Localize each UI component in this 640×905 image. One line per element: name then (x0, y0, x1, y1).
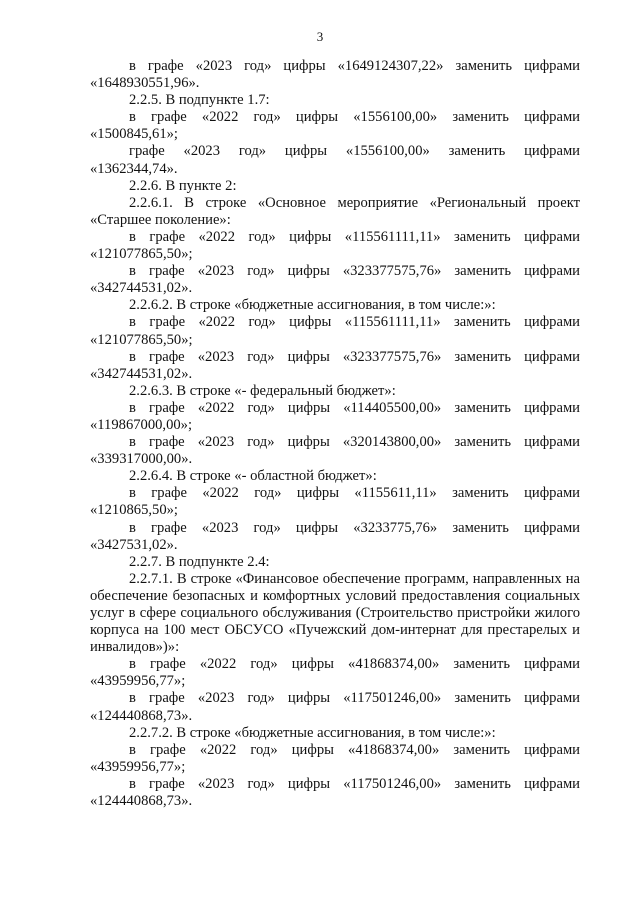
paragraph: в графе «2023 год» цифры «117501246,00» заменить цифрами «124440868,73». (90, 690, 580, 724)
subsection-heading: 2.2.6.2. В строке «бюджетные ассигнования, в том числе:»: (129, 297, 496, 314)
paragraph: в графе «2023 год» цифры «323377575,76» заменить цифрами «342744531,02». (90, 263, 580, 297)
paragraph: в графе «2023 год» цифры «117501246,00» заменить цифрами «124440868,73». (90, 775, 580, 810)
paragraph: графе «2023 год» цифры «1556100,00» заменить цифрами «1362344,74». (90, 143, 580, 177)
subsection-heading: 2.2.6.1. В строке «Основное мероприятие «Региональный проект «Старшее поколение»: (90, 194, 580, 228)
paragraph: в графе «2023 год» цифры «1649124307,22» заменить цифрами «1648930551,96». (90, 58, 580, 92)
paragraph: в графе «2023 год» цифры «3233775,76» заменить цифрами «3427531,02». (90, 519, 580, 553)
paragraph: в графе «2023 год» цифры «320143800,00» заменить цифрами «339317000,00». (90, 434, 580, 468)
paragraph: в графе «2022 год» цифры «1155611,11» заменить цифрами «1210865,50»; (90, 485, 580, 519)
paragraph: в графе «2022 год» цифры «114405500,00» заменить цифрами «119867000,00»; (90, 399, 580, 433)
subsection-heading: 2.2.6.3. В строке «- федеральный бюджет»: (129, 382, 396, 399)
paragraph: в графе «2022 год» цифры «41868374,00» заменить цифрами «43959956,77»; (90, 741, 580, 775)
page-number: 3 (316, 29, 324, 44)
subsection-heading: 2.2.6.4. В строке «- областной бюджет»: (129, 468, 377, 485)
document-body (90, 58, 580, 810)
section-heading: 2.2.6. В пункте 2: (129, 177, 237, 194)
subsection-heading: 2.2.7.2. В строке «бюджетные ассигнования, в том числе:»: (129, 724, 496, 741)
paragraph: в графе «2022 год» цифры «115561111,11» заменить цифрами «121077865,50»; (90, 228, 580, 263)
section-heading: 2.2.7. В подпункте 2.4: (129, 553, 270, 570)
subsection-heading: 2.2.7.1. В строке «Финансовое обеспечение программ, направленных на обеспечение безопасных и комфортных условий предоставления социальных услуг в сфере социального обслуживания (Строительство пристройки жилого корпуса на 100 мест ОБСУСО «Пучежский дом-интернат для престарелых и инвалидов»)»: (90, 570, 580, 656)
paragraph: в графе «2023 год» цифры «323377575,76» заменить цифрами «342744531,02». (90, 348, 580, 382)
paragraph: в графе «2022 год» цифры «41868374,00» заменить цифрами «43959956,77»; (90, 656, 580, 690)
paragraph: в графе «2022 год» цифры «115561111,11» заменить цифрами «121077865,50»; (90, 314, 580, 348)
section-heading: 2.2.5. В подпункте 1.7: (129, 92, 270, 109)
paragraph: в графе «2022 год» цифры «1556100,00» заменить цифрами «1500845,61»; (90, 109, 580, 143)
